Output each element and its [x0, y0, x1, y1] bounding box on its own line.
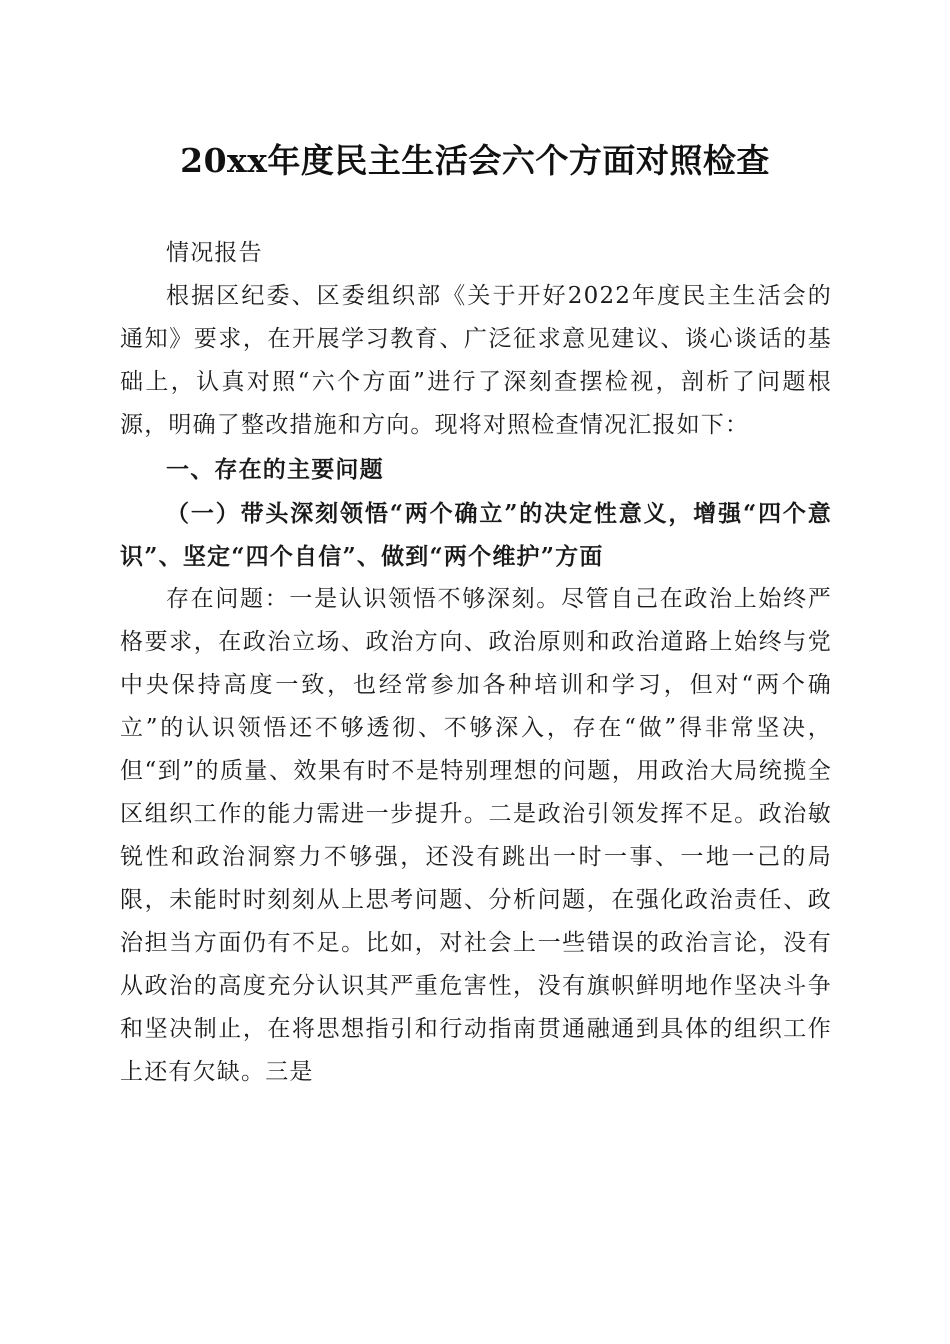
section-heading: 一、存在的主要问题 — [166, 457, 384, 483]
document-subtitle: 情况报告 — [166, 240, 263, 266]
subsection-heading: （一）带头深刻领悟“两个确立”的决定性意义，增强“四个意识”、坚定“四个自信”、做到“两个维护”方面 — [120, 500, 832, 570]
subsection-body-paragraph: 存在问题：一是认识领悟不够深刻。尽管自己在政治上始终严格要求，在政治立场、政治方向、政治原则和政治道路上始终与党中央保持高度一致，也经常参加各种培训和学习，但对“两个确立”的认识领悟还不够透彻、不够深入，存在“做”得非常坚决，但“到”的质量、效果有时不是特别理想的问题，用政治大局统揽全区组织工作的能力需进一步提升。二是政治引领发挥不足。政治敏锐性和政治洞察力不够强，还没有跳出一时一事、一地一己的局限，未能时时刻刻从上思考问题、分析问题，在强化政治责任、政治担当方面仍有不足。比如，对社会上一些错误的政治言论，没有从政治的高度充分认识其严重危害性，没有旗帜鲜明地作坚决斗争和坚决制止，在将思想指引和行动指南贯通融通到具体的组织工作上还有欠缺。三是 — [120, 586, 832, 1085]
document-body — [120, 232, 832, 1094]
intro-paragraph: 根据区纪委、区委组织部《关于开好2022年度民主生活会的通知》要求，在开展学习教育、广泛征求意见建议、谈心谈话的基础上，认真对照“六个方面”进行了深刻查摆检视，剖析了问题根源，明确了整改措施和方向。现将对照检查情况汇报如下： — [120, 283, 832, 438]
document-title: 20xx年度民主生活会六个方面对照检查 — [180, 141, 770, 180]
